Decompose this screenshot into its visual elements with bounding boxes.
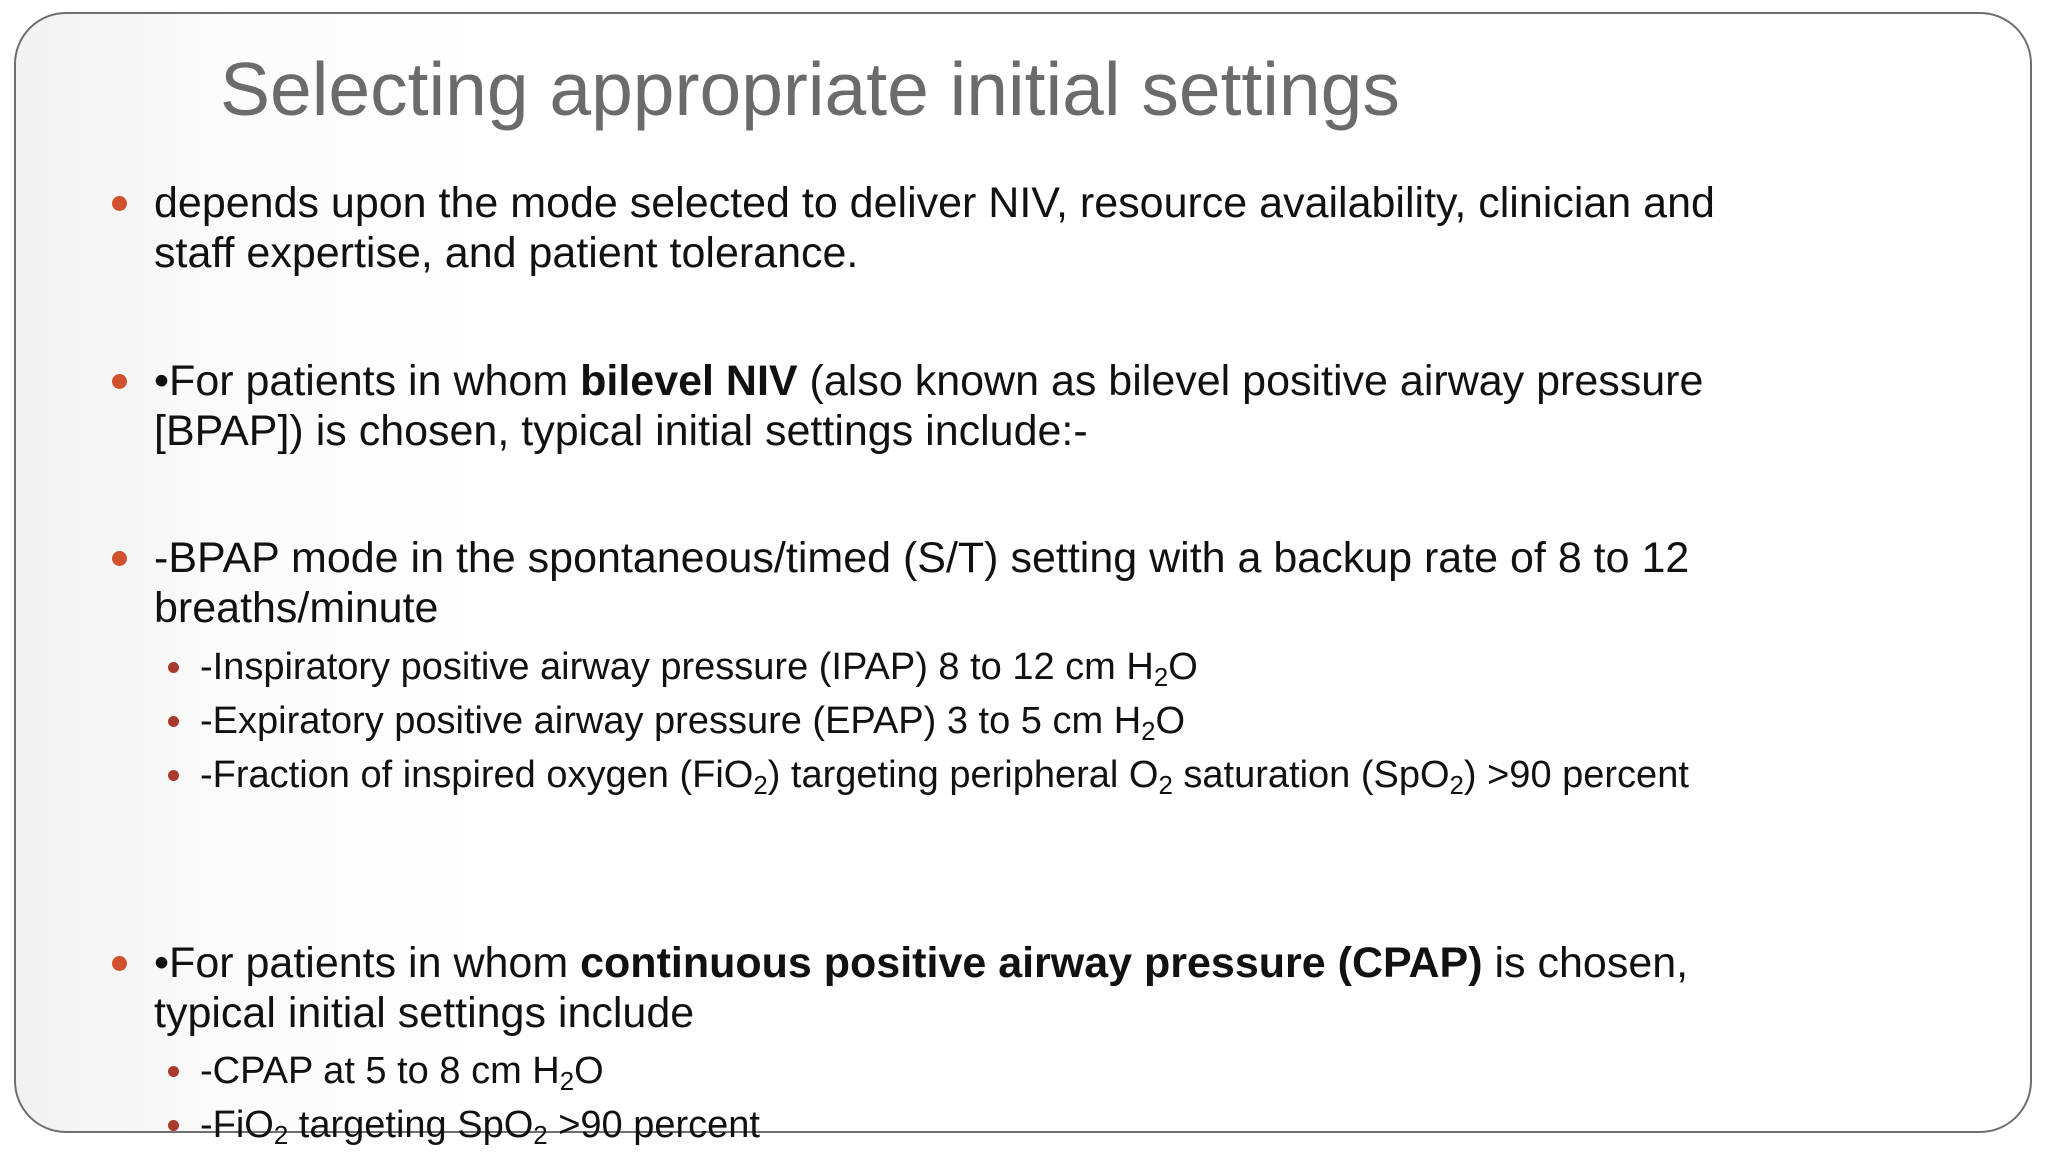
bullet-text: (also known as bilevel positive airway pressure — [797, 357, 1704, 405]
bullet-line — [154, 938, 1688, 988]
slide-title: Selecting appropriate initial settings — [220, 47, 1400, 131]
sub-bullet-text: O — [1168, 646, 1198, 688]
bullet-text: •For patients in whom — [154, 357, 581, 405]
sub-bullet-text: -Fraction of inspired oxygen (FiO — [200, 754, 754, 796]
sub-bullet-fio2 — [200, 753, 1689, 801]
sub-bullet-cpap-pressure — [200, 1049, 604, 1097]
subscript: 2 — [753, 772, 768, 801]
sub-bullet-text: -Expiratory positive airway pressure (EPAP) 3 to 5 cm H — [200, 700, 1142, 742]
sub-bullet-cpap-fio2 — [200, 1103, 760, 1151]
sub-bullet-text: targeting SpO — [288, 1104, 534, 1146]
sub-bullet-text: ) >90 percent — [1463, 754, 1689, 796]
bullet-bilevel-niv — [154, 356, 1703, 456]
bullet-line: depends upon the mode selected to deliver NIV, resource availability, clinician and — [154, 179, 1715, 227]
bullet-bold-term: continuous positive airway pressure (CPAP) — [580, 939, 1483, 987]
subscript: 2 — [1153, 664, 1169, 693]
sub-bullet-text: -CPAP at 5 to 8 cm H — [200, 1050, 560, 1092]
bullet-line: -BPAP mode in the spontaneous/timed (S/T) setting with a backup rate of 8 to 12 — [154, 534, 1690, 582]
sub-bullet-text: ) targeting peripheral O — [767, 754, 1159, 796]
sub-bullet-text: saturation (SpO — [1172, 754, 1450, 796]
bullet-line — [154, 356, 1703, 406]
subscript: 2 — [1141, 718, 1156, 747]
bullet-text: •For patients in whom — [154, 939, 581, 987]
sub-bullet-text: O — [1155, 700, 1186, 742]
subscript: 2 — [559, 1068, 575, 1097]
sub-bullet-ipap — [200, 645, 1198, 693]
bullet-cpap — [154, 938, 1688, 1038]
sub-bullet-text: -Inspiratory positive airway pressure (IPAP) 8 to 12 cm H — [200, 646, 1154, 688]
sub-bullet-text: >90 percent — [547, 1104, 760, 1146]
bullet-bpap-mode — [154, 533, 1689, 633]
sub-bullet-text: -FiO — [200, 1104, 274, 1146]
subscript: 2 — [1449, 772, 1464, 801]
bullet-line: [BPAP]) is chosen, typical initial settings include:- — [154, 407, 1088, 455]
bullet-text: is chosen, — [1482, 939, 1689, 987]
bullet-bold-term: bilevel NIV — [580, 357, 798, 405]
subscript: 2 — [273, 1122, 289, 1151]
sub-bullet-text: O — [574, 1050, 604, 1092]
subscript: 2 — [1158, 772, 1173, 801]
bullet-mode-selection — [154, 178, 1715, 278]
bullet-line: breaths/minute — [154, 584, 439, 632]
sub-bullet-epap — [200, 699, 1186, 747]
bullet-line: typical initial settings include — [154, 989, 695, 1037]
bullet-line: staff expertise, and patient tolerance. — [154, 229, 859, 277]
subscript: 2 — [533, 1122, 548, 1151]
